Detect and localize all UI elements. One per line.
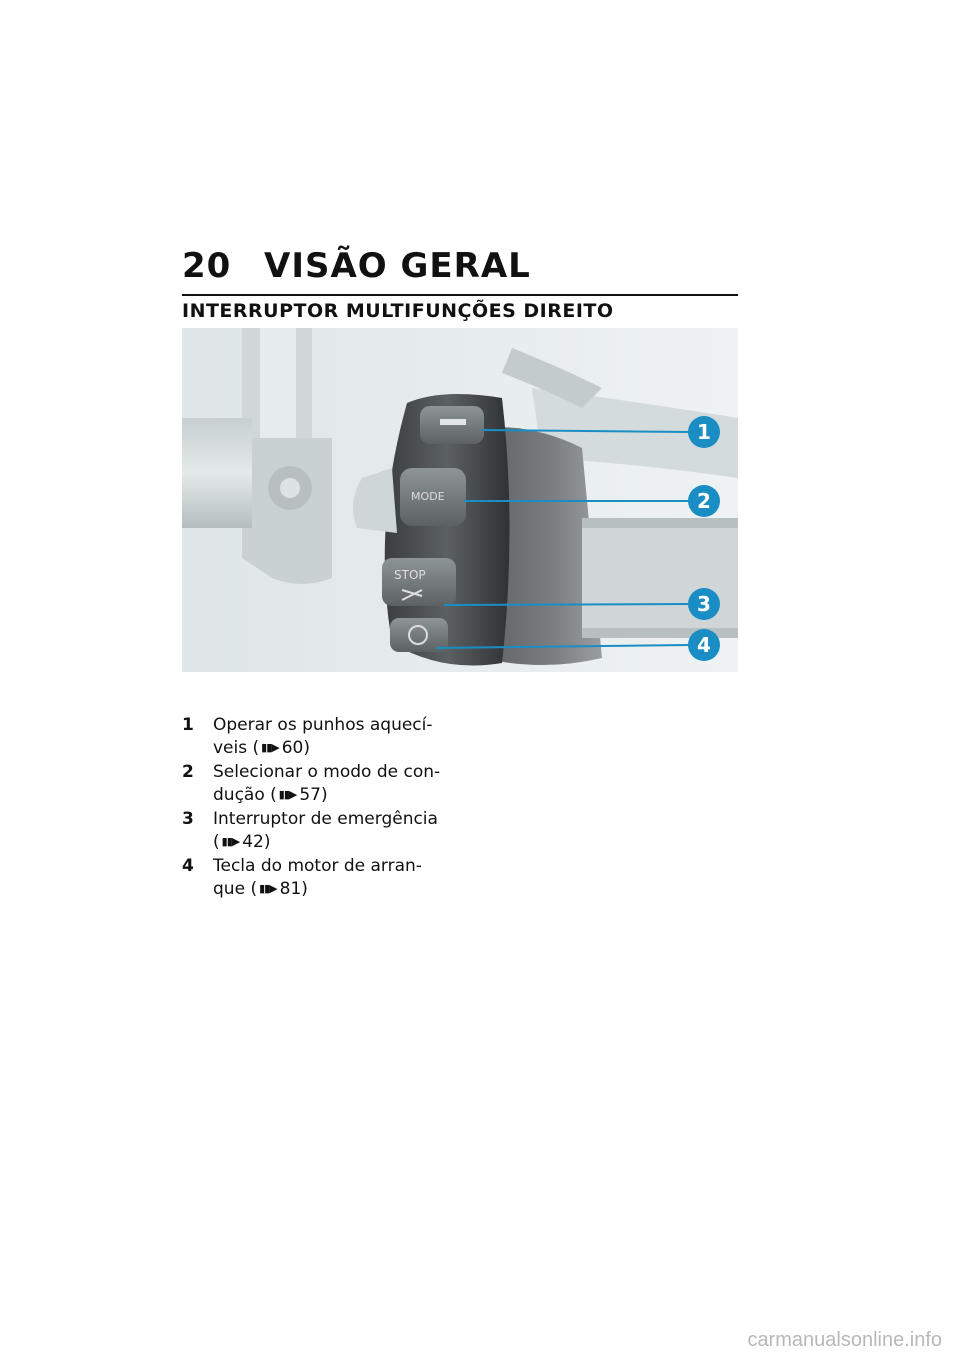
page-ref-arrow-icon: ▮▮▶ <box>259 882 277 895</box>
svg-text:1: 1 <box>697 420 711 444</box>
callout-1 <box>688 416 720 448</box>
legend-number: 3 <box>182 809 194 829</box>
legend-text: Interruptor de emergência <box>213 809 438 829</box>
list-item <box>182 714 462 761</box>
legend-number: 2 <box>182 762 194 782</box>
legend-number: 4 <box>182 856 194 876</box>
mode-button-label: MODE <box>411 490 445 503</box>
legend-text-cont: que <box>213 879 246 899</box>
page-ref-link[interactable]: ( ▮▮▶ 57) <box>270 785 328 805</box>
legend-text: Operar os punhos aquecí- <box>213 715 433 735</box>
page-header <box>182 236 738 286</box>
header-rule <box>182 294 738 296</box>
legend-text: Tecla do motor de arran- <box>213 856 422 876</box>
switch-illustration <box>182 328 738 672</box>
legend-number: 1 <box>182 715 194 735</box>
callout-2 <box>688 485 720 517</box>
svg-text:3: 3 <box>697 592 711 616</box>
page-number: 20 <box>182 246 232 286</box>
list-item <box>182 808 462 855</box>
section-title: INTERRUPTOR MULTIFUNÇÕES DIREITO <box>182 300 614 322</box>
legend-list <box>182 714 462 902</box>
page-ref-link[interactable]: ( ▮▮▶ 81) <box>250 879 308 899</box>
page-ref-link[interactable]: ( ▮▮▶ 60) <box>252 738 310 758</box>
page-ref-arrow-icon: ▮▮▶ <box>261 741 279 754</box>
list-item <box>182 761 462 808</box>
chapter-title: VISÃO GERAL <box>264 246 531 286</box>
page-ref-link[interactable]: ( ▮▮▶ 42) <box>213 832 271 852</box>
svg-text:2: 2 <box>697 489 711 513</box>
callout-3 <box>688 588 720 620</box>
watermark: carmanualsonline.info <box>747 1329 942 1351</box>
svg-text:4: 4 <box>697 633 711 657</box>
legend-text-cont: veis <box>213 738 248 758</box>
callout-4 <box>688 629 720 661</box>
switch-figure <box>182 328 738 672</box>
page-ref-arrow-icon: ▮▮▶ <box>221 835 240 848</box>
page-ref-arrow-icon: ▮▮▶ <box>278 788 297 801</box>
list-item <box>182 855 462 902</box>
legend-text: Selecionar o modo de con- <box>213 762 441 782</box>
legend-text-cont: dução <box>213 785 265 805</box>
stop-button-label: STOP <box>394 568 426 582</box>
